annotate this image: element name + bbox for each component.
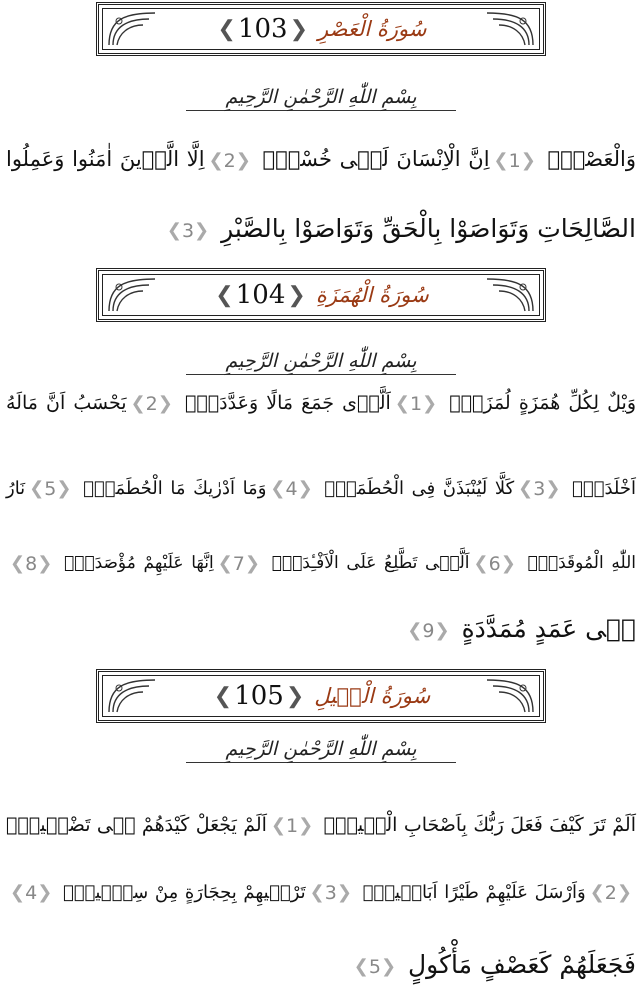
verse-text: تَرْمٖيهِمْ بِحِجَارَةٍ مِنْ سِجّٖيلٍۙ [62,882,306,903]
basmala: بِسْمِ اللّٰهِ الرَّحْمٰنِ الرَّحِيمِ [0,86,642,111]
verse-text: اَلَّتٖى تَطَّلِعُ عَلَى الْاَفْـِٔدَةِۜ [271,553,470,573]
basmala: بِسْمِ اللّٰهِ الرَّحْمٰنِ الرَّحِيمِ [0,350,642,375]
verse-text: نَارُ [6,478,26,499]
verse-text: وَمَا اَدْرٰيكَ مَا الْحُطَمَةُۜ [83,478,267,499]
verse-text: اَلَمْ يَجْعَلْ كَيْدَهُمْ فٖى تَضْلٖيلٍۙ [6,814,267,836]
verse-text: وَيْلٌ لِكُلِّ هُمَزَةٍ لُمَزَةٍۙ [449,392,637,414]
verse-line [6,142,636,176]
surah-name: سُورَةُ الْهُمَزَةِ [315,283,429,307]
basmala: بِسْمِ اللّٰهِ الرَّحْمٰنِ الرَّحِيمِ [0,738,642,763]
ayah-number-marker: ❮ 6 ❯ [473,552,516,575]
surah-header [96,268,546,322]
ayah-number-marker: ❮ 7 ❯ [217,552,260,575]
verse-text: يَحْسَبُ اَنَّ مَالَهُ [6,392,127,414]
ayah-number-marker: ❮ 3 ❯ [166,219,210,242]
verse-text: فَجَعَلَهُمْ كَعَصْفٍ مَأْكُولٍ [408,950,636,979]
surah-number: ❮ 104 ❯ [215,280,306,310]
ayah-number-marker: ❮ 1 ❯ [270,815,314,837]
ayah-number-marker: ❮ 2 ❯ [208,149,251,172]
verse-text: اِنَّهَا عَلَيْهِمْ مُؤْصَدَةٌۙ [63,553,214,573]
verse-text: اِلَّا الَّذٖينَ اٰمَنُوا وَعَمِلُوا [6,147,205,171]
verse-text: فٖى عَمَدٍ مُمَدَّدَةٍ [461,614,636,643]
verse-text: وَاَرْسَلَ عَلَيْهِمْ طَيْرًا اَبَابٖيلَۙ [362,882,586,903]
verse-line [6,948,636,982]
verse-text: كَلَّا لَيُنْبَذَنَّ فِى الْحُطَمَةِۘ [324,478,515,499]
verse-line [6,546,636,580]
verse-text: اللّٰهِ الْمُوقَدَةُۙ [527,553,637,573]
surah-name: سُورَةُ الْعَصْرِ [318,17,427,41]
verse-text: الصَّالِحَاتِ وَتَوَاصَوْا بِالْحَقِّ وَتَوَاصَوْا بِالصَّبْرِ [221,214,636,243]
ayah-number-marker: ❮ 9 ❯ [407,619,450,642]
verse-text: اَلَّذٖى جَمَعَ مَالًا وَعَدَّدَهُۙ [184,392,391,414]
ayah-number-marker: ❮ 3 ❯ [518,478,561,500]
verse-text: وَالْعَصْرِۙ [547,147,636,171]
ayah-number-marker: ❮ 1 ❯ [394,393,438,415]
ayah-number-marker: ❮ 5 ❯ [29,478,72,500]
ayah-number-marker: ❮ 2 ❯ [130,393,173,415]
verse-line [6,472,636,506]
ayah-number-marker: ❮ 2 ❯ [589,882,632,904]
surah-header [96,669,546,723]
ayah-number-marker: ❮ 5 ❯ [353,955,397,978]
ayah-number-marker: ❮ 3 ❯ [309,882,352,904]
ayah-number-marker: ❮ 8 ❯ [10,552,53,575]
ayah-number-marker: ❮ 4 ❯ [270,478,313,500]
surah-header [96,2,546,56]
verse-line [6,876,636,910]
verse-text: اَلَمْ تَرَ كَيْفَ فَعَلَ رَبُّكَ بِاَصْحَابِ الْفٖيلِۜ [323,814,636,836]
verse-text: اِنَّ الْاِنْسَانَ لَفٖى خُسْرٍۙ [262,147,490,171]
verse-line [6,808,636,842]
verse-line [6,612,636,646]
surah-number: ❮ 105 ❯ [213,681,305,711]
surah-number: ❮ 103 ❯ [217,14,309,44]
surah-name: سُورَةُ الْفٖيلِ [314,684,431,708]
verse-text: اَخْلَدَهُۚ [572,478,636,499]
verse-line [6,386,636,420]
ayah-number-marker: ❮ 1 ❯ [493,149,536,172]
verse-line [6,212,636,246]
ayah-number-marker: ❮ 4 ❯ [10,882,53,904]
